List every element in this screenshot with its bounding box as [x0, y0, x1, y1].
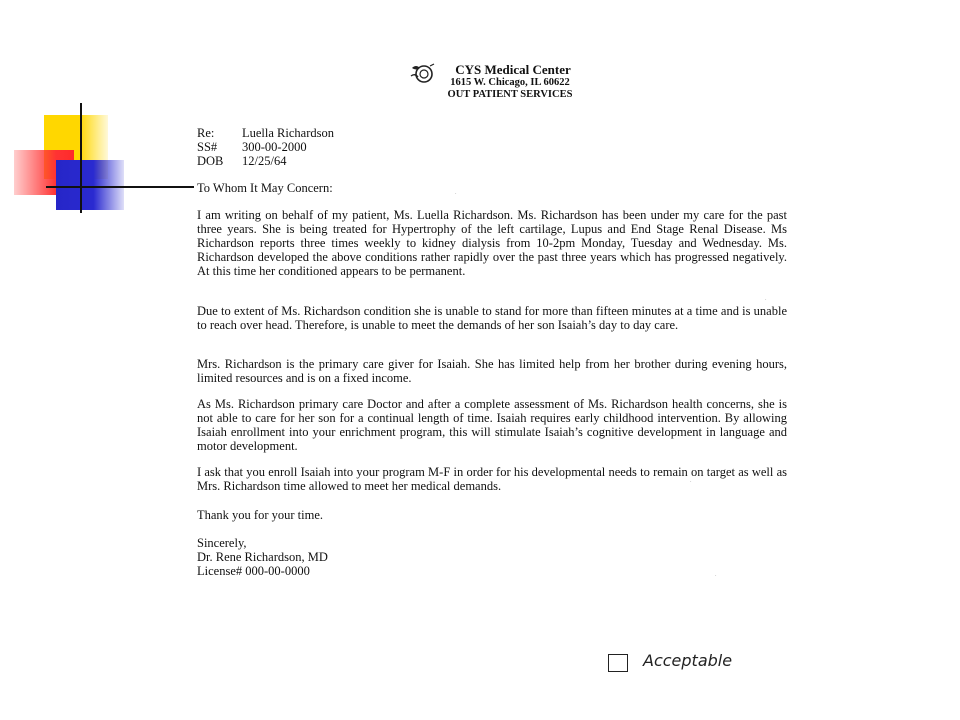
salutation: To Whom It May Concern: — [197, 181, 333, 195]
acceptable-label: Acceptable — [643, 650, 733, 670]
re-label: Re: — [197, 126, 215, 140]
signer-name: Dr. Rene Richardson, MD — [197, 550, 328, 564]
paragraph-6: Thank you for your time. — [197, 508, 324, 522]
scan-speck: . — [455, 190, 457, 196]
dob-value: 12/25/64 — [242, 154, 287, 168]
scan-speck: . — [690, 478, 692, 484]
patient-info — [197, 126, 334, 168]
medical-center-logo-icon — [408, 62, 436, 86]
org-name: CYS Medical Center — [455, 62, 571, 77]
scan-speck: . — [765, 296, 767, 302]
paragraph-1: I am writing on behalf of my patient, Ms. Luella Richardson. Ms. Richardson has been under my care for the past three years. She is being treated for Hypertrophy of the left cartilage, Lupus and End Stage Renal Disease. Ms Richardson reports three times weekly to kidney dialysis from 10-2pm Monday, Tuesday and Wednesday. Ms. Richardson developed the above conditions rather rapidly over the past three years which has progressed negatively. At this time her conditioned appears to be permanent. — [197, 208, 787, 278]
letterhead — [400, 62, 600, 101]
valediction: Sincerely, — [197, 536, 247, 550]
acceptable-checkbox[interactable] — [608, 654, 628, 672]
acceptable-option[interactable] — [608, 648, 732, 672]
re-value: Luella Richardson — [242, 126, 334, 140]
org-address: 1615 W. Chicago, IL 60622 — [450, 77, 570, 88]
license-number: License# 000-00-0000 — [197, 564, 310, 578]
ss-value: 300-00-2000 — [242, 140, 307, 154]
paragraph-3: Mrs. Richardson is the primary care giver for Isaiah. She has limited help from her brother during evening hours, limited resources and is on a fixed income. — [197, 357, 787, 385]
org-department: OUT PATIENT SERVICES — [447, 89, 573, 100]
paragraph-4: As Ms. Richardson primary care Doctor and after a complete assessment of Ms. Richardson health concerns, she is not able to care for her son for a continual length of time. Isaiah requires early childhood intervention. By allowing Isaiah enrollment into your enrichment program, this will stimulate Isaiah’s cognitive development in language and motor development. — [197, 397, 787, 453]
paragraph-2: Due to extent of Ms. Richardson condition she is unable to stand for more than fifteen minutes at a time and is unable to reach over head. Therefore, is unable to meet the demands of her son Isaiah’s day to day care. — [197, 304, 787, 332]
paragraph-5: I ask that you enroll Isaiah into your program M-F in order for his developmental needs to remain on target as well as Mrs. Richardson time allowed to meet her medical demands. — [197, 465, 787, 493]
ss-label: SS# — [197, 140, 218, 154]
signature-block — [197, 536, 328, 578]
dob-label: DOB — [197, 154, 224, 168]
scan-speck: . — [715, 572, 717, 578]
